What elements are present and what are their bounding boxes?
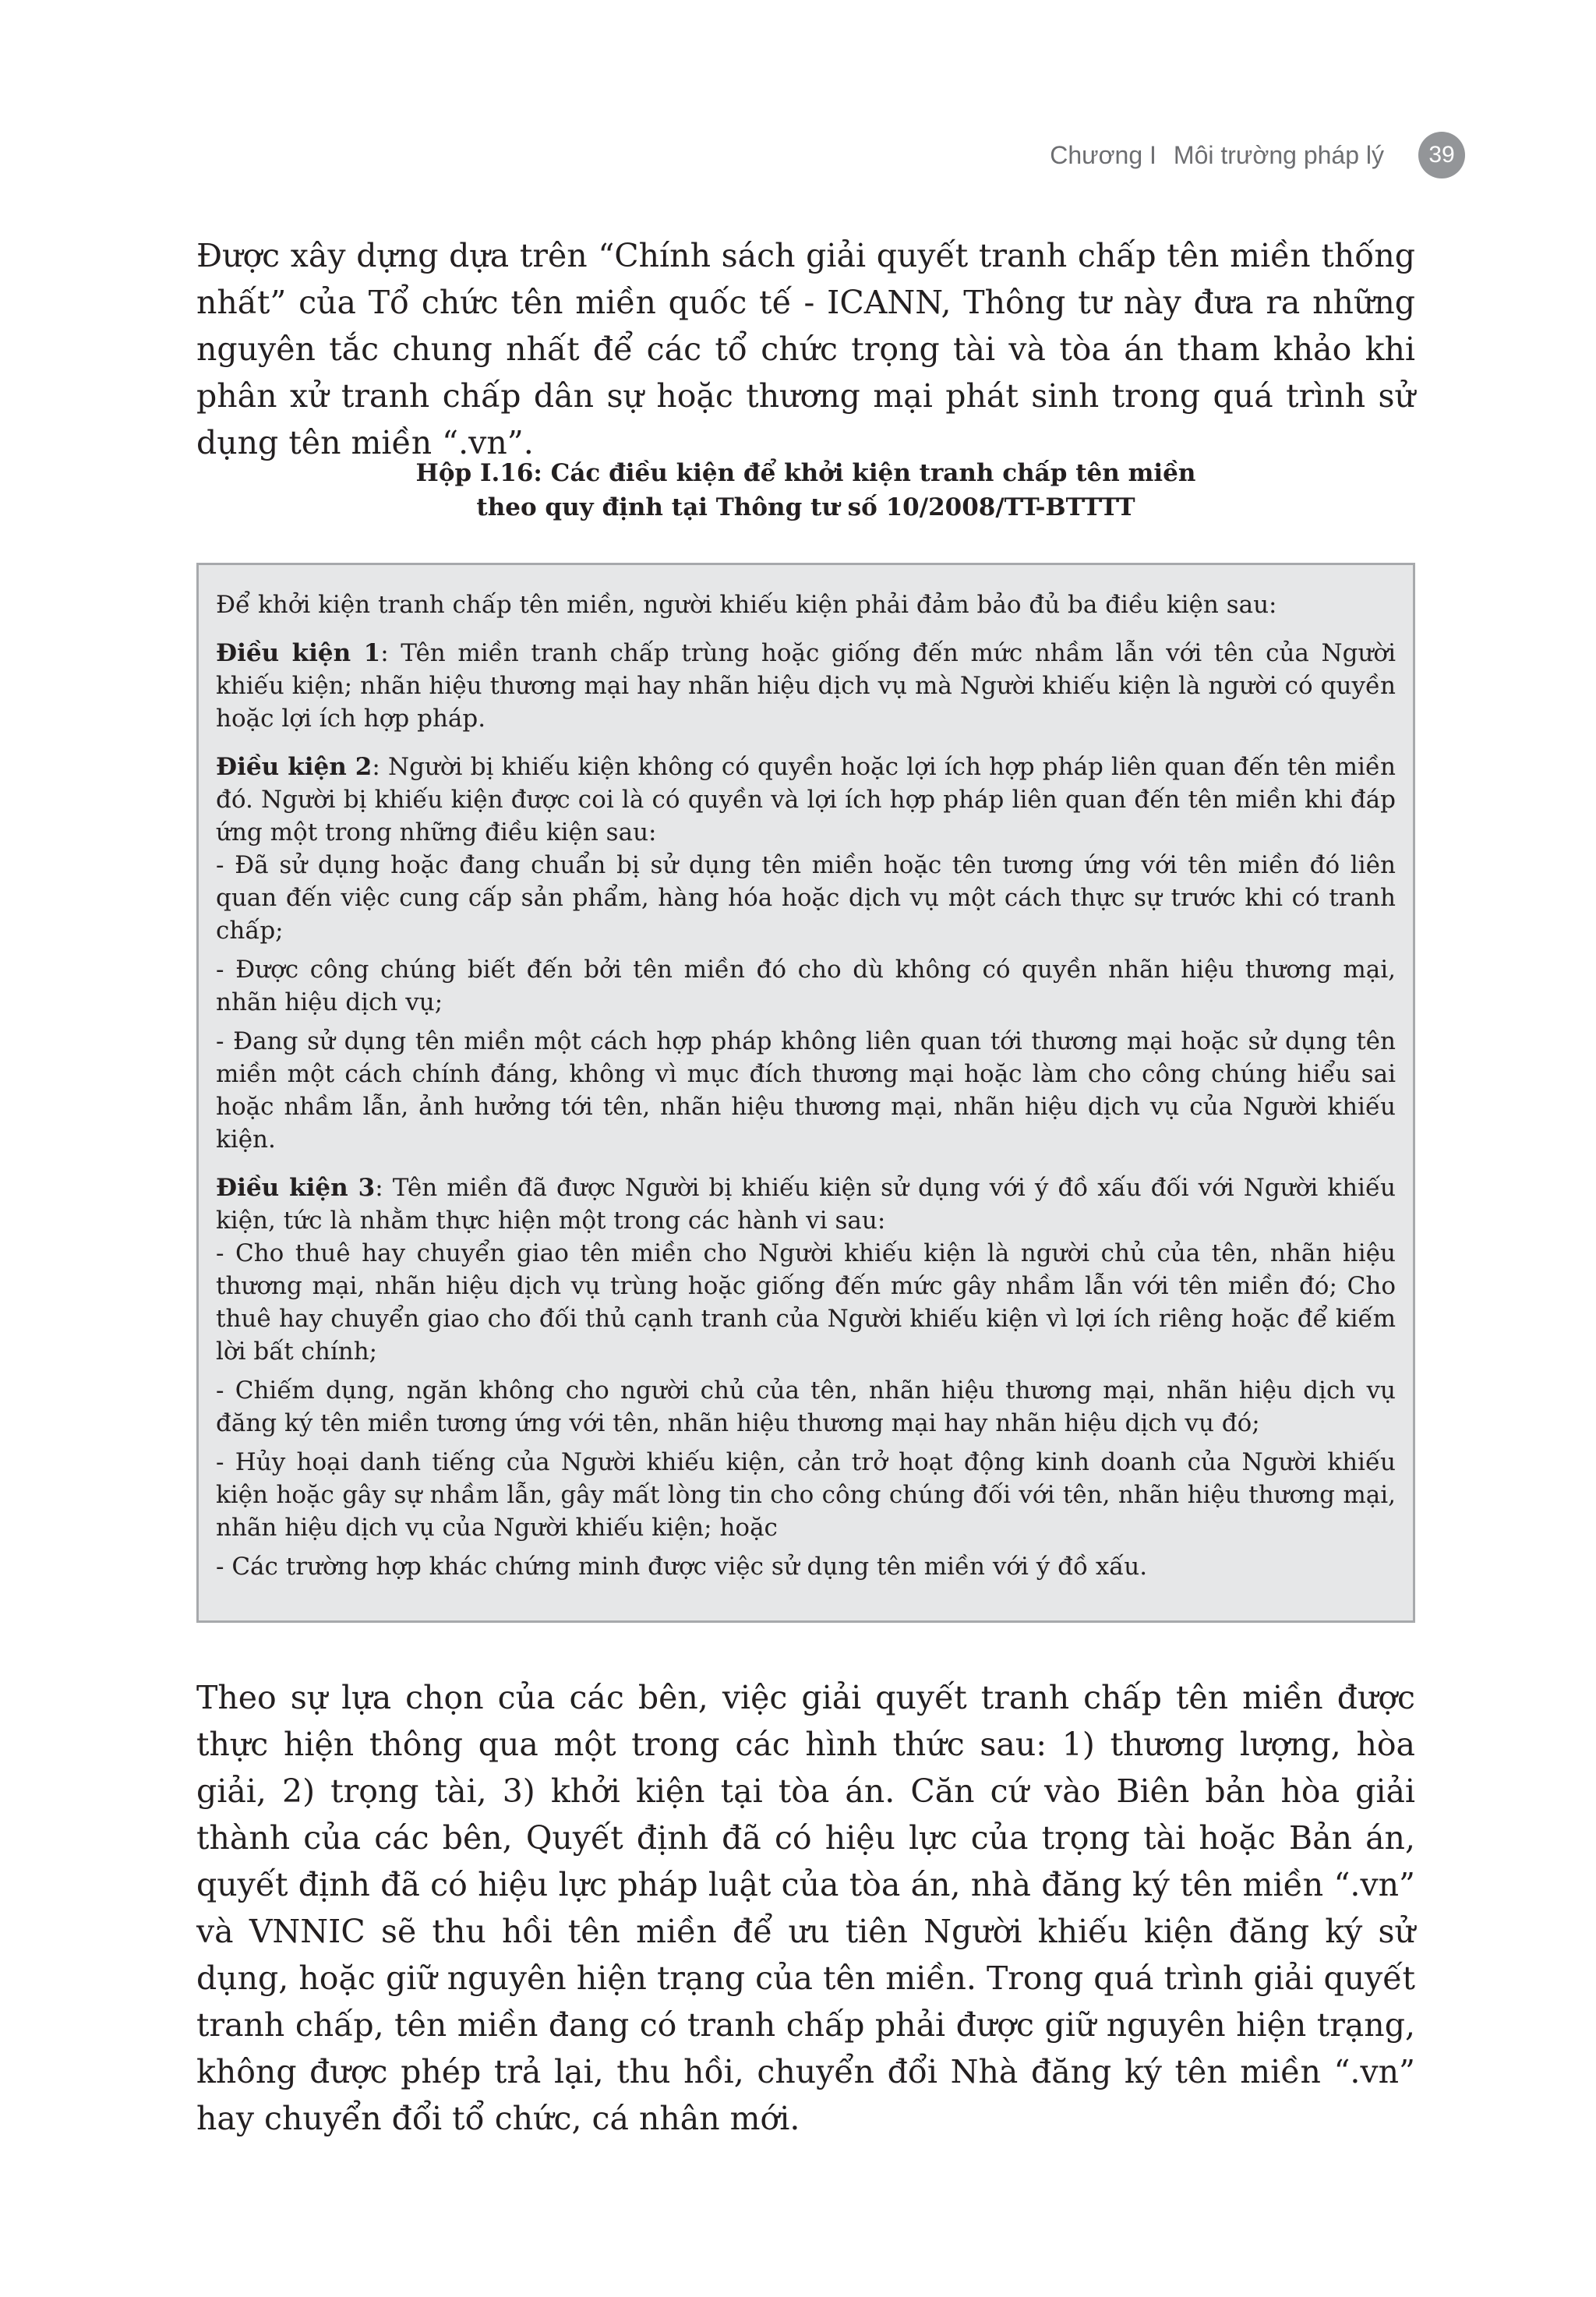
box-title — [196, 456, 1415, 525]
condition-1-label: Điều kiện 1 — [216, 639, 381, 667]
page-number-badge: 39 — [1418, 132, 1465, 178]
header-section-title: Môi trường pháp lý — [1173, 140, 1384, 169]
condition-3 — [216, 1171, 1396, 1237]
running-header — [1050, 131, 1465, 179]
condition-3-item: - Các trường hợp khác chứng minh được việc sử dụng tên miền với ý đồ xấu. — [216, 1553, 1148, 1581]
info-box — [196, 563, 1415, 1623]
condition-3-text: : Tên miền đã được Người bị khiếu kiện sử dụng với ý đồ xấu đối với Người khiếu kiện, tức là nhằm thực hiện một trong các hành vi sau: — [216, 1174, 1396, 1235]
condition-1 — [216, 637, 1396, 735]
box-title-line-1: Hộp I.16: Các điều kiện để khởi kiện tranh chấp tên miền — [415, 459, 1196, 487]
box-intro: Để khởi kiện tranh chấp tên miền, người khiếu kiện phải đảm bảo đủ ba điều kiện sau: — [216, 591, 1277, 619]
condition-3-item: - Hủy hoại danh tiếng của Người khiếu kiện, cản trở hoạt động kinh doanh của Người khiếu kiện hoặc gây sự nhầm lẫn, gây mất lòng tin cho công chúng đối với tên, nhãn hiệu thương mại, nhãn hiệu dịch vụ của Người khiếu kiện; hoặc — [216, 1448, 1396, 1542]
box-title-line-2: theo quy định tại Thông tư số 10/2008/TT-BTTTT — [476, 493, 1135, 521]
condition-2-item: - Đang sử dụng tên miền một cách hợp pháp không liên quan tới thương mại hoặc sử dụng tên miền một cách chính đáng, không vì mục đích thương mại hoặc làm cho công chúng hiểu sai hoặc nhầm lẫn, ảnh hưởng tới tên, nhãn hiệu thương mại, nhãn hiệu dịch vụ của Người khiếu kiện. — [216, 1027, 1396, 1154]
condition-3-item: - Cho thuê hay chuyển giao tên miền cho Người khiếu kiện là người chủ của tên, nhãn hiệu thương mại, nhãn hiệu dịch vụ trùng hoặc giống đến mức gây nhầm lẫn với tên miền đó; Cho thuê hay chuyển giao cho đối thủ cạnh tranh của Người khiếu kiện vì lợi ích riêng hoặc để kiếm lời bất chính; — [216, 1239, 1396, 1366]
condition-3-item: - Chiếm dụng, ngăn không cho người chủ của tên, nhãn hiệu thương mại, nhãn hiệu dịch vụ đăng ký tên miền tương ứng với tên, nhãn hiệu thương mại hay nhãn hiệu dịch vụ đó; — [216, 1376, 1396, 1437]
condition-3-label: Điều kiện 3 — [216, 1174, 376, 1202]
condition-2-label: Điều kiện 2 — [216, 753, 373, 781]
condition-2 — [216, 751, 1396, 849]
condition-2-item: - Được công chúng biết đến bởi tên miền đó cho dù không có quyền nhãn hiệu thương mại, nhãn hiệu dịch vụ; — [216, 956, 1396, 1016]
header-chapter: Chương I — [1050, 140, 1156, 169]
body-paragraph-2: Theo sự lựa chọn của các bên, việc giải quyết tranh chấp tên miền được thực hiện thông qua một trong các hình thức sau: 1) thương lượng, hòa giải, 2) trọng tài, 3) khởi kiện tại tòa án. Căn cứ vào Biên bản hòa giải thành của các bên, Quyết định đã có hiệu lực của trọng tài hoặc Bản án, quyết định đã có hiệu lực pháp luật của tòa án, nhà đăng ký tên miền “.vn” và VNNIC sẽ thu hồi tên miền để ưu tiên Người khiếu kiện đăng ký sử dụng, hoặc giữ nguyên hiện trạng của tên miền. Trong quá trình giải quyết tranh chấp, tên miền đang có tranh chấp phải được giữ nguyên hiện trạng, không được phép trả lại, thu hồi, chuyển đổi Nhà đăng ký tên miền “.vn” hay chuyển đổi tổ chức, cá nhân mới. — [196, 1679, 1415, 2137]
condition-1-text: : Tên miền tranh chấp trùng hoặc giống đến mức nhầm lẫn với tên của Người khiếu kiện; nhãn hiệu thương mại hay nhãn hiệu dịch vụ mà Người khiếu kiện là người có quyền hoặc lợi ích hợp pháp. — [216, 639, 1396, 733]
condition-2-item: - Đã sử dụng hoặc đang chuẩn bị sử dụng tên miền hoặc tên tương ứng với tên miền đó liên quan đến việc cung cấp sản phẩm, hàng hóa hoặc dịch vụ một cách thực sự trước khi có tranh chấp; — [216, 851, 1396, 945]
body-paragraph-1: Được xây dựng dựa trên “Chính sách giải quyết tranh chấp tên miền thống nhất” của Tổ chức tên miền quốc tế - ICANN, Thông tư này đưa ra những nguyên tắc chung nhất để các tổ chức trọng tài và tòa án tham khảo khi phân xử tranh chấp dân sự hoặc thương mại phát sinh trong quá trình sử dụng tên miền “.vn”. — [196, 237, 1415, 461]
condition-2-text: : Người bị khiếu kiện không có quyền hoặc lợi ích hợp pháp liên quan đến tên miền đó. Người bị khiếu kiện được coi là có quyền và lợi ích hợp pháp liên quan đến tên miền khi đáp ứng một trong những điều kiện sau: — [216, 753, 1396, 846]
